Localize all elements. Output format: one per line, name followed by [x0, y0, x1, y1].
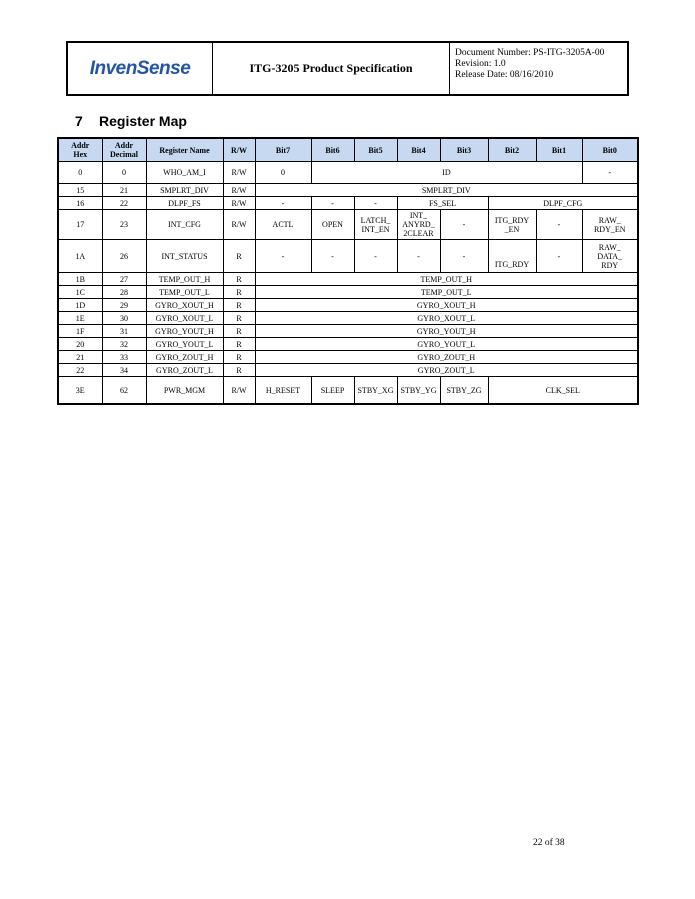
register-name: GYRO_XOUT_H [146, 299, 223, 312]
bit3: - [440, 240, 488, 273]
addr-hex: 15 [58, 184, 102, 197]
addr-hex: 3E [58, 377, 102, 405]
table-row [58, 299, 638, 312]
addr-hex: 1C [58, 286, 102, 299]
register-value: GYRO_ZOUT_H [255, 351, 638, 364]
register-name: GYRO_XOUT_L [146, 312, 223, 325]
bit5: STBY_XG [354, 377, 397, 405]
rw: R [223, 325, 255, 338]
register-name: PWR_MGM [146, 377, 223, 405]
register-name: INT_CFG [146, 210, 223, 240]
document-meta [450, 43, 627, 94]
column-header [582, 138, 638, 162]
addr-hex: 21 [58, 351, 102, 364]
bit2 [488, 210, 536, 240]
table-row [58, 184, 638, 197]
column-header [223, 138, 255, 162]
addr-hex: 22 [58, 364, 102, 377]
bit7: - [255, 240, 311, 273]
rw: R/W [223, 184, 255, 197]
addr-dec: 62 [102, 377, 146, 405]
addr-dec: 29 [102, 299, 146, 312]
register-value: TEMP_OUT_L [255, 286, 638, 299]
register-name: SMPLRT_DIV [146, 184, 223, 197]
bit3: STBY_ZG [440, 377, 488, 405]
bit3: - [440, 210, 488, 240]
table-row [58, 210, 638, 240]
header-line: Addr [114, 141, 134, 150]
logo-cell [68, 43, 213, 94]
register-value: GYRO_YOUT_L [255, 338, 638, 351]
cell-line: RAW_ [598, 242, 621, 252]
bit1: - [536, 210, 582, 240]
rw: R [223, 338, 255, 351]
header-line: R/W [231, 145, 247, 155]
bit7: ACTL [255, 210, 311, 240]
table-row [58, 273, 638, 286]
fs-sel-field: FS_SEL [397, 197, 488, 210]
addr-dec: 30 [102, 312, 146, 325]
company-logo: InvenSense [89, 57, 191, 79]
rw: R/W [223, 210, 255, 240]
rw: R [223, 364, 255, 377]
bit1: - [536, 240, 582, 273]
cell-line: 2CLEAR [403, 229, 434, 238]
column-header [146, 138, 223, 162]
rw: R [223, 299, 255, 312]
cell-line: ANYRD_ [402, 220, 435, 229]
bit4: - [397, 240, 440, 273]
column-header [102, 138, 146, 162]
bit7: - [255, 197, 311, 210]
header-line: Decimal [110, 150, 138, 159]
document-header [66, 41, 629, 96]
cell-line: INT_ [409, 211, 428, 220]
register-value: GYRO_YOUT_H [255, 325, 638, 338]
table-row [58, 351, 638, 364]
header-line: Bit2 [504, 145, 520, 155]
table-row [58, 312, 638, 325]
bit6: SLEEP [311, 377, 354, 405]
cell-line: INT_EN [361, 224, 390, 234]
bit5: - [354, 240, 397, 273]
release-date: Release Date: 08/16/2010 [455, 70, 554, 80]
register-value: GYRO_XOUT_H [255, 299, 638, 312]
register-value: SMPLRT_DIV [255, 184, 638, 197]
table-row [58, 240, 638, 273]
cell-line: RAW_ [598, 215, 621, 225]
column-header [58, 138, 102, 162]
addr-hex: 16 [58, 197, 102, 210]
cell-line: DATA_ [597, 251, 623, 261]
table-row [58, 197, 638, 210]
rw: R/W [223, 377, 255, 405]
rw: R [223, 273, 255, 286]
addr-hex: 1F [58, 325, 102, 338]
register-name: DLPF_FS [146, 197, 223, 210]
register-value: TEMP_OUT_H [255, 273, 638, 286]
header-line: Register Name [159, 145, 210, 155]
column-header [488, 138, 536, 162]
section-number: 7 [75, 113, 83, 129]
header-line: Hex [73, 150, 88, 159]
bit0 [582, 240, 638, 273]
table-row [58, 377, 638, 405]
cell-line: RDY_EN [593, 224, 626, 234]
addr-dec: 28 [102, 286, 146, 299]
addr-hex: 17 [58, 210, 102, 240]
rw: R [223, 351, 255, 364]
cell-line: RDY [601, 260, 619, 270]
cell-line: ITG_RDY [494, 215, 530, 225]
register-value: GYRO_XOUT_L [255, 312, 638, 325]
addr-dec: 31 [102, 325, 146, 338]
section-title: Register Map [99, 113, 187, 129]
register-map-table [57, 137, 639, 405]
addr-hex: 1A [58, 240, 102, 273]
table-header-row [58, 138, 638, 162]
bit0: - [582, 162, 638, 184]
section-heading [75, 113, 187, 129]
register-name: TEMP_OUT_L [146, 286, 223, 299]
header-line: Addr [71, 141, 90, 150]
addr-dec: 23 [102, 210, 146, 240]
column-header [440, 138, 488, 162]
table-row [58, 162, 638, 184]
header-line: Bit5 [368, 145, 383, 155]
register-name: WHO_AM_I [146, 162, 223, 184]
header-line: Bit0 [602, 145, 617, 155]
bit4: STBY_YG [397, 377, 440, 405]
header-line: Bit3 [456, 145, 472, 155]
header-line: Bit6 [325, 145, 340, 155]
header-line: Bit7 [275, 145, 291, 155]
addr-hex: 20 [58, 338, 102, 351]
bit0 [582, 210, 638, 240]
bit4 [397, 210, 440, 240]
id-field: ID [311, 162, 582, 184]
addr-hex: 1E [58, 312, 102, 325]
addr-dec: 0 [102, 162, 146, 184]
header-line: Bit1 [551, 145, 567, 155]
register-name: GYRO_ZOUT_H [146, 351, 223, 364]
addr-dec: 22 [102, 197, 146, 210]
rw: R [223, 312, 255, 325]
table-row [58, 286, 638, 299]
bit7: 0 [255, 162, 311, 184]
bit6: OPEN [311, 210, 354, 240]
bit5 [354, 210, 397, 240]
column-header [354, 138, 397, 162]
rw: R/W [223, 162, 255, 184]
column-header [397, 138, 440, 162]
document-title: ITG-3205 Product Specification [213, 43, 450, 94]
bit7: H_RESET [255, 377, 311, 405]
register-name: TEMP_OUT_H [146, 273, 223, 286]
revision: Revision: 1.0 [455, 59, 506, 69]
addr-dec: 26 [102, 240, 146, 273]
cell-line: LATCH_ [360, 215, 391, 225]
rw: R [223, 240, 255, 273]
bit2: ITG_RDY [488, 240, 536, 273]
rw: R/W [223, 197, 255, 210]
addr-dec: 34 [102, 364, 146, 377]
register-name: INT_STATUS [146, 240, 223, 273]
addr-dec: 21 [102, 184, 146, 197]
table-row [58, 364, 638, 377]
clk-sel-field: CLK_SEL [488, 377, 638, 405]
rw: R [223, 286, 255, 299]
table-row [58, 338, 638, 351]
addr-dec: 32 [102, 338, 146, 351]
bit6: - [311, 240, 354, 273]
page-number: 22 of 38 [533, 838, 565, 848]
column-header [311, 138, 354, 162]
dlpf-cfg-field: DLPF_CFG [488, 197, 638, 210]
addr-hex: 0 [58, 162, 102, 184]
column-header [255, 138, 311, 162]
bit5: - [354, 197, 397, 210]
register-name: GYRO_YOUT_H [146, 325, 223, 338]
register-name: GYRO_ZOUT_L [146, 364, 223, 377]
cell-line: _EN [504, 224, 520, 234]
table-row [58, 325, 638, 338]
column-header [536, 138, 582, 162]
addr-dec: 33 [102, 351, 146, 364]
addr-dec: 27 [102, 273, 146, 286]
doc-number: Document Number: PS-ITG-3205A-00 [455, 48, 605, 58]
bit6: - [311, 197, 354, 210]
addr-hex: 1D [58, 299, 102, 312]
header-line: Bit4 [411, 145, 426, 155]
register-name: GYRO_YOUT_L [146, 338, 223, 351]
register-value: GYRO_ZOUT_L [255, 364, 638, 377]
addr-hex: 1B [58, 273, 102, 286]
